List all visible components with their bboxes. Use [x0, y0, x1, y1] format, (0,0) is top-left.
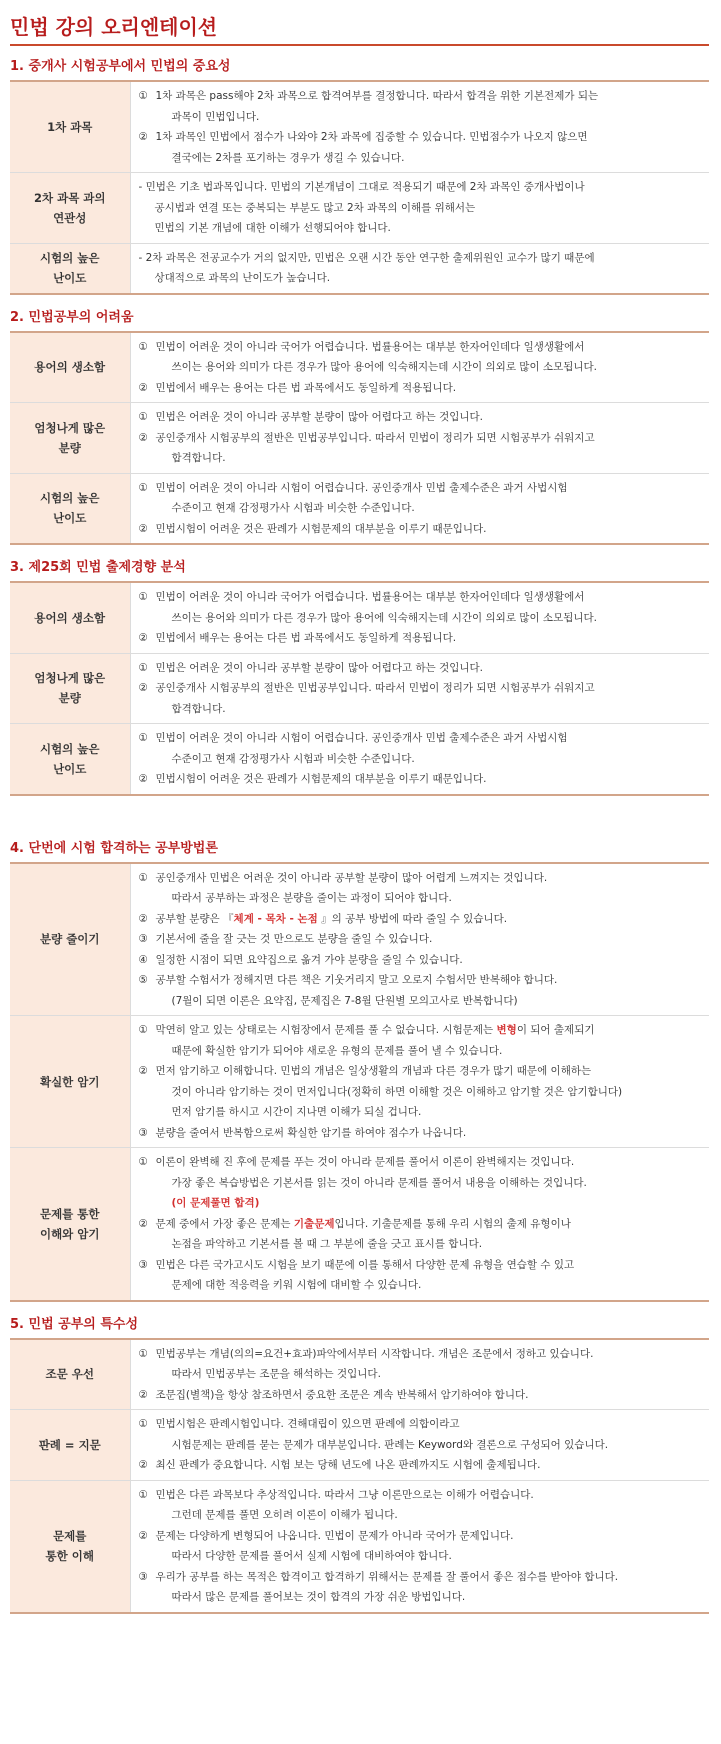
table-row	[10, 653, 709, 724]
row-label: 조문 우선	[10, 1339, 130, 1410]
content-line: 문제에 대한 적응력을 키워 시험에 대비할 수 있습니다.	[171, 1279, 422, 1291]
row-content	[130, 1148, 709, 1301]
content-line	[156, 1020, 702, 1041]
item-marker: ①	[138, 481, 148, 494]
row-content	[130, 653, 709, 724]
table-row	[10, 1016, 709, 1148]
list-item	[139, 1385, 702, 1406]
table-row	[10, 243, 709, 294]
content-line: 최신 판례가 중요합니다. 시험 보는 당해 년도에 나온 판례까지도 시험에 출제됩니다.	[155, 1459, 541, 1471]
item-marker: ②	[138, 912, 148, 925]
row-label: 문제를 통한 이해와 암기	[10, 1148, 130, 1301]
page-title: 민법 강의 오리엔테이션	[10, 14, 709, 46]
content-line: 수준이고 현재 감정평가사 시험과 비슷한 수준입니다.	[171, 752, 415, 765]
content-line: 우리가 공부를 하는 목적은 합격이고 합격하기 위해서는 문제를 잘 풀어서 좋은 점수를 받아야 합니다.	[155, 1570, 619, 1583]
list-item	[139, 337, 702, 378]
list-item	[139, 970, 702, 1011]
table-row	[10, 473, 709, 544]
text-span: 입니다. 기출문제를 통해 우리 시험의 출제 유형이나	[334, 1217, 571, 1230]
section-table	[10, 1338, 709, 1614]
row-label: 시험의 높은 난이도	[10, 473, 130, 544]
content-line: 민법에서 배우는 용어는 다른 법 과목에서도 동일하게 적용됩니다.	[155, 381, 457, 394]
list-item	[139, 1020, 702, 1061]
content-line: 따라서 민법공부는 조문을 해석하는 것입니다.	[171, 1368, 381, 1380]
item-marker: ①	[138, 732, 148, 744]
row-content	[130, 1410, 709, 1481]
list-item	[139, 407, 702, 428]
content-line: 따라서 공부하는 과정은 분량을 줄이는 과정이 되어야 합니다.	[171, 892, 452, 904]
list-item	[139, 378, 702, 399]
content-line: 합격합니다.	[171, 452, 226, 464]
list-item	[139, 1123, 702, 1144]
row-label: 판례 = 지문	[10, 1410, 130, 1481]
content-line: 1차 과목은 pass해야 2차 과목으로 합격여부를 결정합니다. 따라서 합격을 위한 기본전제가 되는	[155, 90, 599, 102]
list-item	[139, 127, 702, 168]
content-line: 공인중개사 시험공부의 절반은 민법공부입니다. 따라서 민법이 정리가 되면 시험공부가 쉬워지고	[155, 431, 595, 444]
content-line: 공인중개사 시험공부의 절반은 민법공부입니다. 따라서 민법이 정리가 되면 시험공부가 쉬워지고	[155, 682, 595, 694]
item-marker: ②	[138, 431, 148, 444]
content-line: 문제는 다양하게 변형되어 나옵니다. 민법이 문제가 아니라 국어가 문제입니다.	[155, 1529, 514, 1542]
table-row	[10, 863, 709, 1016]
content-line: 분량을 줄여서 반복함으로써 확실한 암기를 하여야 점수가 나옵니다.	[155, 1126, 467, 1139]
item-marker: ①	[138, 661, 148, 674]
content-line: 논점을 파악하고 기본서를 볼 때 그 부분에 줄을 긋고 표시를 합니다.	[171, 1238, 483, 1250]
item-marker: ①	[138, 411, 148, 423]
content-line: 민법시험이 어려운 것은 판례가 시험문제의 대부분을 이루기 때문입니다.	[155, 522, 487, 535]
item-marker: ②	[138, 1065, 148, 1077]
row-content	[130, 724, 709, 795]
section-title: 3. 제25회 민법 출제경향 분석	[10, 560, 186, 575]
item-marker: ②	[138, 1529, 148, 1542]
text-span: 공부할 분량은 『	[155, 912, 234, 925]
item-marker: ③	[138, 1570, 148, 1583]
row-label: 분량 줄이기	[10, 863, 130, 1016]
content-line: 민법에서 배우는 용어는 다른 법 과목에서도 동일하게 적용됩니다.	[155, 632, 457, 644]
content-line: 민법시험이 어려운 것은 판례가 시험문제의 대부분을 이루기 때문입니다.	[155, 773, 487, 785]
list-item	[139, 1344, 702, 1385]
table-row	[10, 1148, 709, 1301]
list-item	[139, 678, 702, 719]
row-content	[130, 332, 709, 403]
highlight-text: 기출문제	[293, 1217, 335, 1230]
item-marker: ①	[138, 871, 148, 884]
content-line: (7월이 되면 이론은 요약집, 문제집은 7-8월 단원별 모의고사로 반복합니다)	[171, 994, 518, 1007]
content-line: 이론이 완벽해 진 후에 문제를 푸는 것이 아니라 문제를 풀어서 이론이 완벽해지는 것입니다.	[155, 1156, 575, 1168]
content-line: 합격합니다.	[171, 702, 226, 715]
content-line	[156, 909, 702, 930]
content-line: 민법이 어려운 것이 아니라 시험이 어렵습니다. 공인중개사 민법 출제수준은 과거 사법시험	[155, 481, 568, 494]
table-row	[10, 1410, 709, 1481]
highlight-text: 변형	[496, 1024, 517, 1036]
content-line: - 민법은 기초 법과목입니다. 민법의 기본개념이 그대로 적용되기 때문에 2차 과목인 중개사법이나	[138, 181, 585, 193]
content-line	[156, 1214, 702, 1235]
table-row	[10, 724, 709, 795]
content-line: 결국에는 2차를 포기하는 경우가 생길 수 있습니다.	[171, 151, 405, 164]
content-line: 먼저 암기하고 이해합니다. 민법의 개념은 일상생활의 개념과 다른 경우가 많기 때문에 이해하는	[155, 1065, 592, 1077]
item-marker: ②	[138, 682, 148, 694]
content-line: 조문집(별책)을 항상 참조하면서 중요한 조문은 계속 반복해서 암기하여야 합니다.	[155, 1388, 529, 1401]
item-marker: ②	[138, 381, 148, 394]
table-row	[10, 582, 709, 653]
row-content	[130, 243, 709, 294]
list-item	[139, 1526, 702, 1567]
section-table	[10, 331, 709, 546]
row-content	[130, 863, 709, 1016]
item-marker: ②	[138, 131, 148, 143]
table-row	[10, 1339, 709, 1410]
content-line: 쓰이는 용어와 의미가 다른 경우가 많아 용어에 익숙해지는데 시간이 의외로 많이 소모됩니다.	[171, 361, 597, 373]
list-item	[139, 769, 702, 790]
section-table	[10, 581, 709, 796]
content-line: 민법은 어려운 것이 아니라 공부할 분량이 많아 어렵다고 하는 것입니다.	[155, 411, 484, 423]
item-marker: ②	[138, 1459, 148, 1471]
content-line: - 2차 과목은 전공교수가 거의 없지만, 민법은 오랜 시간 동안 연구한 출제위원인 교수가 많기 때문에	[138, 251, 595, 264]
item-marker: ②	[138, 1217, 148, 1230]
content-line: 따라서 많은 문제를 풀어보는 것이 합격의 가장 쉬운 방법입니다.	[171, 1591, 466, 1603]
list-item	[139, 1455, 702, 1476]
list-item	[139, 1214, 702, 1255]
content-line: 일정한 시점이 되면 요약집으로 옮겨 가야 분량을 줄일 수 있습니다.	[155, 953, 463, 966]
content-line: 가장 좋은 복습방법은 기본서를 읽는 것이 아니라 문제를 풀어서 내용을 이해하는 것입니다.	[171, 1176, 587, 1189]
content-line: 기본서에 줄을 잘 긋는 것 만으로도 분량을 줄일 수 있습니다.	[155, 933, 433, 945]
row-label: 시험의 높은 난이도	[10, 243, 130, 294]
row-content	[130, 81, 709, 173]
content-line: 민법이 어려운 것이 아니라 시험이 어렵습니다. 공인중개사 민법 출제수준은 과거 사법시험	[155, 732, 568, 744]
item-marker: ②	[138, 522, 148, 535]
item-marker: ①	[138, 591, 148, 603]
item-marker: ③	[138, 933, 148, 945]
content-line: 따라서 다양한 문제를 풀어서 실제 시험에 대비하여야 합니다.	[171, 1550, 452, 1562]
row-label: 1차 과목	[10, 81, 130, 173]
content-line: 그런데 문제를 풀면 오히려 이론이 이해가 됩니다.	[171, 1509, 398, 1521]
list-item	[139, 909, 702, 930]
section-title: 4. 단번에 시험 합격하는 공부방법론	[10, 840, 218, 856]
content-line: 공인중개사 민법은 어려운 것이 아니라 공부할 분량이 많아 어렵게 느껴지는 것입니다.	[155, 871, 548, 884]
row-label: 2차 과목 과의 연관성	[10, 173, 130, 244]
item-marker: ①	[138, 1488, 148, 1501]
item-marker: ⑤	[138, 974, 148, 986]
content-line: 과목이 민법입니다.	[171, 110, 260, 123]
content-line: 수준이고 현재 감정평가사 시험과 비슷한 수준입니다.	[171, 502, 415, 514]
section-title: 1. 중개사 시험공부에서 민법의 중요성	[10, 59, 231, 74]
list-item	[139, 628, 702, 649]
row-content	[130, 403, 709, 474]
section-table	[10, 80, 709, 295]
list-item	[139, 86, 702, 127]
item-marker: ②	[138, 773, 148, 785]
item-marker: ④	[138, 953, 148, 966]
list-item	[139, 929, 702, 950]
row-content	[130, 1480, 709, 1613]
text-span: 문제 중에서 가장 좋은 문제는	[155, 1217, 294, 1230]
list-item	[139, 1061, 702, 1123]
list-item	[139, 1567, 702, 1608]
content-line: 것이 아니라 암기하는 것이 먼저입니다(정확히 하면 이해할 것은 이해하고 암기할 것은 암기합니다)	[171, 1085, 623, 1098]
highlight-line: (이 문제풀면 합격)	[171, 1197, 260, 1209]
item-marker: ①	[138, 90, 148, 102]
item-marker: ②	[138, 632, 148, 644]
list-item	[139, 1485, 702, 1526]
item-marker: ②	[138, 1388, 148, 1401]
row-label: 용어의 생소함	[10, 582, 130, 653]
content-line: 때문에 확실한 암기가 되어야 새로운 유형의 문제를 풀어 낼 수 있습니다.	[171, 1044, 503, 1057]
row-label: 확실한 암기	[10, 1016, 130, 1148]
text-span: 이 되어 출제되기	[516, 1024, 595, 1036]
list-item	[139, 950, 702, 971]
table-row	[10, 173, 709, 244]
row-content	[130, 1339, 709, 1410]
list-item	[139, 428, 702, 469]
item-marker: ①	[138, 1156, 148, 1168]
text-span: 』의 공부 방법에 따라 줄일 수 있습니다.	[317, 912, 508, 925]
section-table	[10, 862, 709, 1302]
list-item	[139, 1255, 702, 1296]
content-line: 1차 과목인 민법에서 점수가 나와야 2차 과목에 집중할 수 있습니다. 민법점수가 나오지 않으면	[155, 131, 588, 143]
list-item	[139, 587, 702, 628]
item-marker: ①	[138, 1347, 148, 1360]
list-item	[139, 658, 702, 679]
section-title: 2. 민법공부의 어려움	[10, 309, 134, 325]
item-marker: ①	[138, 1418, 148, 1430]
list-item	[139, 868, 702, 909]
table-row	[10, 81, 709, 173]
content-line: 민법이 어려운 것이 아니라 국어가 어렵습니다. 법률용어는 대부분 한자어인데다 일생생활에서	[155, 340, 585, 353]
row-content	[130, 173, 709, 244]
list-item	[139, 519, 702, 540]
row-content	[130, 473, 709, 544]
content-line: 민법의 기본 개념에 대한 이해가 선행되어야 합니다.	[154, 222, 391, 234]
sections	[10, 54, 709, 1614]
item-marker: ③	[138, 1126, 148, 1139]
item-marker: ③	[138, 1258, 148, 1271]
section-title: 5. 민법 공부의 특수성	[10, 1316, 139, 1332]
row-label: 용어의 생소함	[10, 332, 130, 403]
content-line: 민법공부는 개념(의의=요건+효과)파악에서부터 시작합니다. 개념은 조문에서 정하고 있습니다.	[155, 1347, 594, 1360]
content-line: 먼저 암기를 하시고 시간이 지나면 이해가 되실 겁니다.	[171, 1106, 422, 1118]
row-label: 문제를 통한 이해	[10, 1480, 130, 1613]
row-label: 엄청나게 많은 분량	[10, 653, 130, 724]
row-label: 엄청나게 많은 분량	[10, 403, 130, 474]
content-line: 상대적으로 과목의 난이도가 높습니다.	[154, 272, 331, 284]
content-line: 공시법과 연결 또는 중복되는 부분도 많고 2차 과목의 이해를 위해서는	[154, 201, 476, 214]
section-gap	[10, 806, 709, 836]
table-row	[10, 1480, 709, 1613]
list-item	[139, 1152, 702, 1214]
content-line: 민법은 다른 과목보다 추상적입니다. 따라서 그냥 이론만으로는 이해가 어렵습니다.	[155, 1488, 534, 1501]
item-marker: ①	[138, 340, 148, 353]
content-line: 민법이 어려운 것이 아니라 국어가 어렵습니다. 법률용어는 대부분 한자어인데다 일생생활에서	[155, 591, 585, 603]
list-item	[139, 478, 702, 519]
content-line: 쓰이는 용어와 의미가 다른 경우가 많아 용어에 익숙해지는데 시간이 의외로 많이 소모됩니다.	[171, 611, 597, 624]
item-marker: ①	[138, 1024, 148, 1036]
highlight-text: 체계 - 목차 - 논점	[233, 912, 318, 925]
row-label: 시험의 높은 난이도	[10, 724, 130, 795]
content-line: 공부할 수험서가 정해지면 다른 책은 기웃거리지 말고 오로지 수험서만 반복해야 합니다.	[155, 974, 558, 986]
row-content	[130, 582, 709, 653]
content-line: 민법은 다른 국가고시도 시험을 보기 때문에 이를 통해서 다양한 문제 유형을 연습할 수 있고	[155, 1258, 575, 1271]
content-line: 민법은 어려운 것이 아니라 공부할 분량이 많아 어렵다고 하는 것입니다.	[155, 661, 484, 674]
row-content	[130, 1016, 709, 1148]
content-line: 민법시험은 판례시험입니다. 견해대립이 있으면 판례에 의합이라고	[155, 1418, 460, 1430]
list-item	[139, 1414, 702, 1455]
table-row	[10, 403, 709, 474]
list-item	[139, 728, 702, 769]
content-line: 시험문제는 판례를 묻는 문제가 대부분입니다. 판례는 Keyword와 결론으로 구성되어 있습니다.	[171, 1438, 609, 1451]
text-span: 막연히 알고 있는 상태로는 시험장에서 문제를 풀 수 없습니다. 시험문제는	[155, 1024, 497, 1036]
table-row	[10, 332, 709, 403]
